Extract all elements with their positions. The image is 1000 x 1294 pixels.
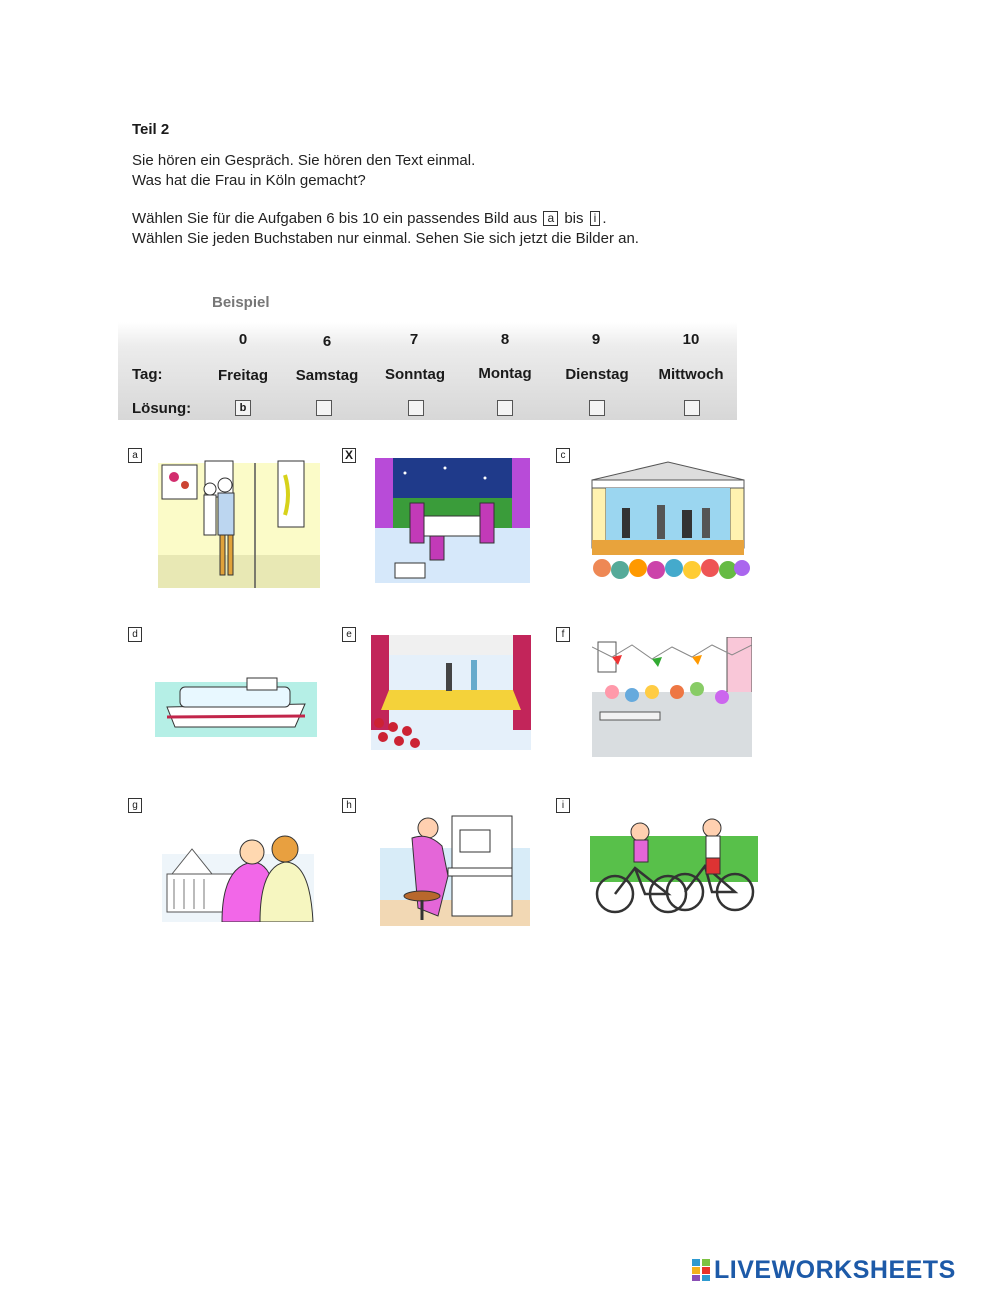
theater-icon bbox=[371, 635, 531, 750]
answer-checkbox-6[interactable] bbox=[316, 400, 332, 416]
column-number: 8 bbox=[500, 331, 510, 348]
bicycle-tour-icon bbox=[590, 806, 758, 916]
column-number: 10 bbox=[682, 331, 700, 348]
column-day: Samstag bbox=[295, 367, 359, 384]
answer-checkbox-9[interactable] bbox=[589, 400, 605, 416]
restaurant-icon bbox=[375, 458, 530, 583]
city-tour-icon bbox=[162, 824, 314, 922]
art-gallery-icon bbox=[150, 455, 322, 590]
column-day: Dienstag bbox=[565, 366, 629, 383]
answer-checkbox-10[interactable] bbox=[684, 400, 700, 416]
instruction-line-1: Sie hören ein Gespräch. Sie hören den Text einmal. bbox=[132, 152, 476, 169]
picture-letter-f: f bbox=[556, 627, 570, 642]
column-day: Montag bbox=[478, 365, 532, 382]
instruction-line-3-text: Wählen Sie für die Aufgaben 6 bis 10 ein passendes Bild aus bbox=[132, 210, 538, 227]
picture-letter-e: e bbox=[342, 627, 356, 642]
concert-stage-icon bbox=[582, 460, 754, 585]
instruction-line-3-mid: bis bbox=[564, 210, 584, 227]
instruction-line-4: Wählen Sie jeden Buchstaben nur einmal. Sehen Sie sich jetzt die Bilder an. bbox=[132, 230, 639, 247]
piano-icon bbox=[380, 808, 530, 926]
loesung-row-label: Lösung: bbox=[132, 400, 192, 417]
instruction-line-3-end: . bbox=[602, 210, 607, 227]
picture-letter-d: d bbox=[128, 627, 142, 642]
column-number: 9 bbox=[591, 331, 601, 348]
letter-box-i: i bbox=[590, 211, 601, 226]
section-title: Teil 2 bbox=[132, 121, 170, 138]
example-label: Beispiel bbox=[212, 294, 270, 311]
answer-checkbox-8[interactable] bbox=[497, 400, 513, 416]
instruction-line-3 bbox=[132, 209, 607, 229]
column-day: Sonntag bbox=[385, 366, 445, 383]
boat-trip-icon bbox=[155, 672, 317, 737]
instruction-line-2: Was hat die Frau in Köln gemacht? bbox=[132, 172, 366, 189]
picture-letter-i: i bbox=[556, 798, 570, 813]
picture-letter-a: a bbox=[128, 448, 142, 463]
column-number: 6 bbox=[322, 333, 332, 350]
column-number: 7 bbox=[409, 331, 419, 348]
street-festival-icon bbox=[592, 637, 752, 757]
picture-letter-b-crossed: X bbox=[342, 448, 356, 463]
liveworksheets-logo-icon bbox=[692, 1259, 710, 1281]
column-number: 0 bbox=[238, 331, 248, 348]
picture-letter-c: c bbox=[556, 448, 570, 463]
answer-checkbox-7[interactable] bbox=[408, 400, 424, 416]
tag-row-label: Tag: bbox=[132, 366, 163, 383]
column-day: Freitag bbox=[217, 367, 268, 384]
picture-letter-g: g bbox=[128, 798, 142, 813]
letter-box-a: a bbox=[543, 211, 558, 226]
column-day: Mittwoch bbox=[658, 366, 724, 383]
picture-letter-h: h bbox=[342, 798, 356, 813]
example-answer-letter: b bbox=[239, 402, 247, 414]
liveworksheets-logo: LIVEWORKSHEETS bbox=[714, 1256, 956, 1284]
